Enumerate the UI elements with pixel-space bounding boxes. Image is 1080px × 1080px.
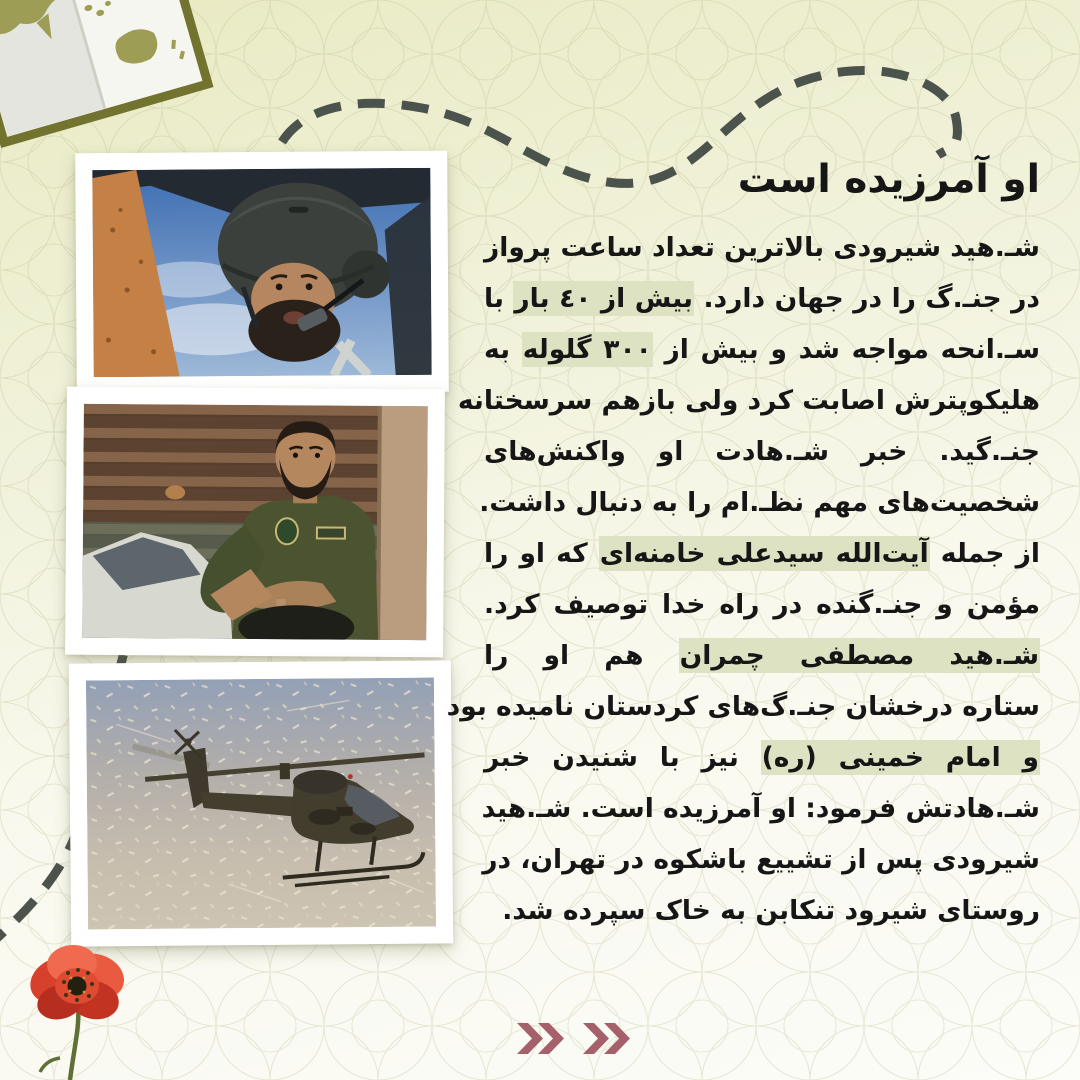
- article-line: [484, 426, 1040, 477]
- text-segment: از جمله: [929, 538, 1040, 569]
- article-line: [484, 528, 1040, 579]
- article-line: [484, 834, 1040, 885]
- highlighted-text: بیش از ٤٠ بار: [514, 283, 693, 314]
- text-segment: شیرودی پس از تشییع باشکوه در تهران، در: [482, 844, 1040, 875]
- article-line: [484, 732, 1040, 783]
- pilot-in-flight-suit-photo: [65, 387, 445, 658]
- helicopter-pilot-closeup-photo: [75, 151, 449, 395]
- article-line: [481, 783, 1040, 834]
- article-line: [484, 324, 1040, 375]
- text-segment: شـ.هید شیرودی بالاترین تعداد ساعت پرواز: [484, 232, 1040, 263]
- text-segment: در جنـ.گ را در جهان دارد.: [693, 283, 1040, 314]
- vintage-cobra-helicopter-photo: [69, 660, 453, 946]
- footer-chevrons: [517, 1023, 639, 1054]
- text-segment: سـ.انحه مواجه شد و بیش از: [652, 334, 1041, 365]
- text-segment: که او را: [484, 538, 599, 569]
- text-segment: هلیکوپترش اصابت کرد ولی بازهم سرسختانه: [457, 385, 1040, 416]
- highlighted-text: شـ.هید مصطفی چمران: [679, 640, 1040, 671]
- article-line: [479, 477, 1040, 528]
- text-segment: روستای شیرود تنکابن به خاک سپرده شد.: [502, 895, 1040, 926]
- article: [446, 152, 1041, 936]
- highlighted-text: ۳۰۰ گلوله: [522, 334, 652, 365]
- text-segment: به: [484, 334, 522, 365]
- text-segment: هم او را: [484, 640, 679, 671]
- article-line: [484, 579, 1040, 630]
- text-segment: شـ.هادتش فرمود: او آمرزیده است. شـ.هید: [481, 793, 1040, 824]
- article-line: [457, 375, 1040, 426]
- article-lines: [446, 222, 1041, 936]
- article-line: [484, 222, 1040, 273]
- article-line: [484, 273, 1040, 324]
- article-line: [446, 681, 1040, 732]
- text-segment: جنـ.گید. خبر شـ.هادت او واکنش‌های: [484, 436, 1040, 467]
- wooden-beam: [378, 406, 428, 640]
- text-segment: نیز با شنیدن خبر: [484, 742, 761, 773]
- highlighted-text: و امام خمینی (ره): [761, 742, 1040, 773]
- text-segment: ستاره درخشان جنـ.گ‌های کردستان نامیده بود: [446, 691, 1040, 722]
- world-map-graphic: [0, 0, 226, 148]
- page-title: او آمرزیده است: [737, 157, 1040, 202]
- text-segment: با: [484, 283, 514, 314]
- text-segment: مؤمن و جنـ.گنده در راه خدا توصیف کرد.: [484, 589, 1040, 620]
- highlighted-text: آیت‌الله سیدعلی خامنه‌ای: [599, 538, 929, 569]
- chevron-right-icon: [583, 1023, 630, 1054]
- red-poppy-flower-image: [4, 940, 154, 1080]
- article-line: [484, 630, 1040, 681]
- chevron-right-icon: [517, 1023, 564, 1054]
- text-segment: شخصیت‌های مهم نظـ.ام را به دنبال داشت.: [479, 487, 1040, 518]
- article-line: [484, 885, 1040, 936]
